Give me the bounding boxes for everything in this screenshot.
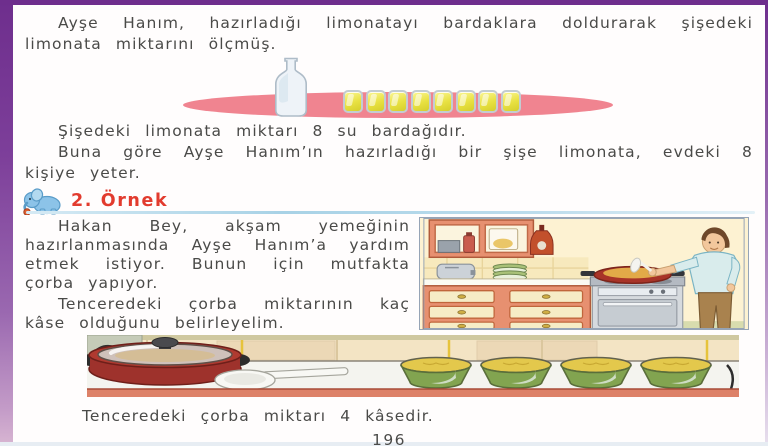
- example-body: [25, 217, 753, 333]
- page-content: [13, 5, 765, 446]
- lemonade-glasses: [343, 90, 523, 113]
- example-label: 2. Örnek: [71, 190, 169, 211]
- lemonade-figure: [25, 55, 753, 119]
- soup-bowl: [641, 358, 711, 389]
- statement-2: Buna göre Ayşe Hanım’ın hazırladığı bir şişe limonata, evdeki 8 kişiye yeter.: [25, 143, 753, 182]
- intro-paragraph: Ayşe Hanım, hazırladığı limonatayı bardaklara doldurarak şişedeki limonata miktarını ölçmüş.: [25, 14, 753, 53]
- soup-illustration: [87, 335, 739, 397]
- lemonade-glass: [478, 90, 498, 113]
- example-heading: [22, 187, 753, 214]
- example-paragraph-2: Tenceredeki çorba miktarının kaç kâse olduğunu belirleyelim.: [25, 295, 410, 332]
- soup-bowl: [401, 358, 471, 389]
- statement-1: Şişedeki limonata miktarı 8 su bardağıdır.: [58, 122, 467, 140]
- example-text-column: [25, 217, 410, 333]
- lemonade-glass: [388, 90, 408, 113]
- conclusion-text: Tenceredeki çorba miktarı 4 kâsedir.: [82, 407, 434, 425]
- stove: [590, 277, 684, 329]
- lower-cabinet: [423, 286, 590, 329]
- page-number: 196: [371, 431, 407, 446]
- lemonade-glass: [456, 90, 476, 113]
- soup-bowl: [481, 358, 551, 389]
- heading-underline: [26, 211, 755, 214]
- lemonade-glass: [433, 90, 453, 113]
- soup-bowl: [561, 358, 631, 389]
- kitchen-image-frame: [419, 217, 749, 333]
- lemonade-glass: [411, 90, 431, 113]
- countertop: [423, 279, 590, 286]
- page-border-left: [0, 0, 13, 446]
- counter-edge-strip: [87, 389, 739, 397]
- lemonade-bottle: [269, 57, 313, 117]
- upper-cabinet: [429, 220, 533, 257]
- lemonade-glass: [343, 90, 363, 113]
- example-paragraph-1: Hakan Bey, akşam yemeğinin hazırlanmasında Ayşe Hanım’a yardım etmek istiyor. Bunun için mutfakta çorba yapıyor.: [25, 217, 410, 292]
- kitchen-illustration: [419, 217, 749, 330]
- toaster: [437, 264, 475, 279]
- plate-stack: [493, 264, 526, 281]
- lemonade-glass: [501, 90, 521, 113]
- lemonade-glass: [366, 90, 386, 113]
